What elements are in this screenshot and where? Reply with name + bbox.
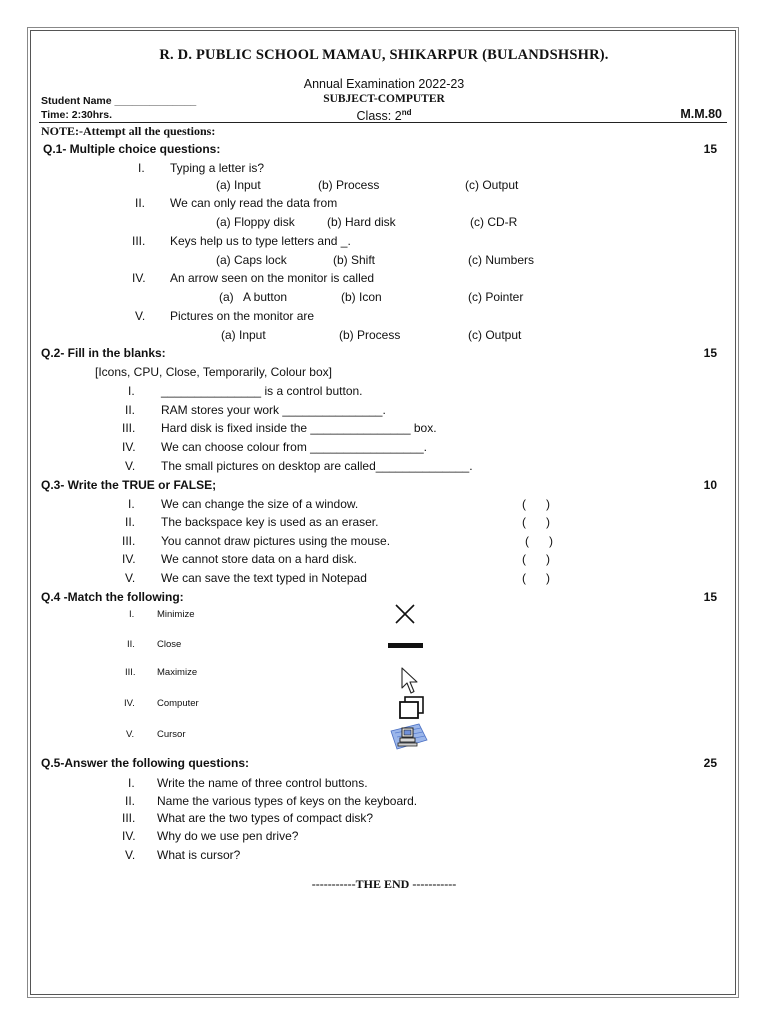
q4-item-text: Maximize	[157, 667, 198, 678]
instruction-note: NOTE:-Attempt all the questions:	[41, 124, 216, 138]
answer-box: ( )	[522, 515, 550, 529]
q4-item-text: Minimize	[157, 609, 195, 620]
q2-item-num: V.	[125, 459, 136, 473]
q1-item-text: Pictures on the monitor are	[170, 309, 315, 323]
q2-item-num: III.	[122, 421, 136, 435]
minimize-bar-icon	[388, 643, 424, 649]
answer-box: ( )	[522, 552, 550, 566]
subject-label: SUBJECT-COMPUTER	[323, 93, 445, 105]
q5-item-num: III.	[122, 811, 136, 825]
q4-item-num: III.	[125, 667, 136, 678]
q1-item-text: An arrow seen on the monitor is called	[170, 271, 375, 285]
word-bank: [Icons, CPU, Close, Temporarily, Colour box]	[95, 365, 332, 379]
end-marker: -----------THE END -----------	[311, 877, 457, 891]
q3-item-num: II.	[125, 515, 136, 529]
q5-item-text: Write the name of three control buttons.	[157, 776, 368, 790]
q5-heading: Q.5-Answer the following questions:	[41, 756, 250, 770]
school-name: R. D. PUBLIC SCHOOL MAMAU, SHIKARPUR (BULANDSHSHR).	[159, 47, 609, 63]
q1-option: (b) Shift	[333, 253, 376, 267]
q5-item-text: What are the two types of compact disk?	[157, 811, 374, 825]
max-marks: M.M.80	[680, 107, 722, 121]
q2-item-text: We can choose colour from _________________.	[161, 440, 427, 454]
q1-option: (a) Caps lock	[216, 253, 287, 267]
q1-option: (b) Icon	[341, 290, 382, 304]
q3-item-text: You cannot draw pictures using the mouse.	[161, 534, 391, 548]
q2-item-num: IV.	[122, 440, 136, 454]
header-divider	[39, 122, 727, 123]
q1-option: (b) Process	[318, 178, 380, 192]
q1-option: (a) A button	[219, 290, 288, 304]
q4-item-num: II.	[127, 639, 135, 650]
q1-option: (c) Output	[468, 328, 522, 342]
time-label: Time: 2:30hrs.	[41, 109, 113, 121]
q1-option: (b) Process	[339, 328, 401, 342]
class-label: Class: 2nd	[356, 108, 412, 124]
q3-item-num: I.	[128, 497, 135, 511]
q3-heading: Q.3- Write the TRUE or FALSE;	[41, 478, 217, 492]
q3-item-text: We cannot store data on a hard disk.	[161, 552, 357, 566]
answer-box: ( )	[522, 497, 550, 511]
q2-item-text: _______________ is a control button.	[161, 384, 363, 398]
exam-paper	[30, 30, 736, 995]
q5-marks: 25	[703, 756, 717, 770]
q4-heading: Q.4 -Match the following:	[41, 590, 184, 604]
q4-item-text: Cursor	[157, 729, 186, 740]
q1-option: (c) CD-R	[470, 215, 518, 229]
q1-item-num: II.	[135, 196, 146, 210]
q3-item-num: III.	[122, 534, 136, 548]
exam-title: Annual Examination 2022-23	[303, 77, 465, 91]
q4-item-text: Close	[157, 639, 182, 650]
q5-item-num: II.	[125, 794, 136, 808]
q1-option: (c) Pointer	[468, 290, 524, 304]
q1-marks: 15	[703, 142, 717, 156]
q3-item-num: IV.	[122, 552, 136, 566]
q5-item-num: I.	[128, 776, 135, 790]
q1-item-text: Typing a letter is?	[170, 161, 265, 175]
q4-item-num: IV.	[124, 698, 135, 709]
q2-item-text: Hard disk is fixed inside the _______________ box.	[161, 421, 437, 435]
q1-heading: Q.1- Multiple choice questions:	[43, 142, 221, 156]
q1-item-text: We can only read the data from	[170, 196, 338, 210]
q5-item-num: IV.	[122, 829, 136, 843]
q5-item-text: What is cursor?	[157, 848, 241, 862]
q1-item-num: III.	[132, 234, 146, 248]
q3-item-num: V.	[125, 571, 136, 585]
student-name-field: Student Name ______________	[41, 95, 197, 107]
q2-item-num: II.	[125, 403, 136, 417]
q4-marks: 15	[703, 590, 717, 604]
q4-item-text: Computer	[157, 698, 199, 709]
q1-option: (a) Input	[221, 328, 266, 342]
q1-option: (b) Hard disk	[327, 215, 396, 229]
q4-item-num: I.	[129, 609, 135, 620]
q3-item-text: We can change the size of a window.	[161, 497, 359, 511]
q4-item-num: V.	[126, 729, 135, 740]
q3-item-text: We can save the text typed in Notepad	[161, 571, 367, 585]
q2-heading: Q.2- Fill in the blanks:	[41, 346, 166, 360]
q5-item-num: V.	[125, 848, 136, 862]
answer-box: ( )	[525, 534, 553, 548]
answer-box: ( )	[522, 571, 550, 585]
q3-item-text: The backspace key is used as an eraser.	[161, 515, 379, 529]
q1-item-num: V.	[135, 309, 146, 323]
q2-item-num: I.	[128, 384, 135, 398]
q1-item-num: IV.	[132, 271, 146, 285]
computer-icon	[389, 723, 429, 751]
q3-marks: 10	[703, 478, 717, 492]
q1-item-text: Keys help us to type letters and _.	[170, 234, 351, 248]
q5-item-text: Name the various types of keys on the keyboard.	[157, 794, 418, 808]
cursor-arrow-icon	[401, 667, 421, 695]
q5-item-text: Why do we use pen drive?	[157, 829, 299, 843]
q1-option: (c) Output	[465, 178, 519, 192]
maximize-window-icon	[399, 696, 425, 720]
q2-item-text: The small pictures on desktop are called______________.	[161, 459, 473, 473]
q1-item-num: I.	[138, 161, 145, 175]
q1-option: (c) Numbers	[468, 253, 535, 267]
close-x-icon	[395, 604, 415, 624]
q2-item-text: RAM stores your work _______________.	[161, 403, 386, 417]
q1-option: (a) Input	[216, 178, 261, 192]
q2-marks: 15	[703, 346, 717, 360]
q1-option: (a) Floppy disk	[216, 215, 295, 229]
